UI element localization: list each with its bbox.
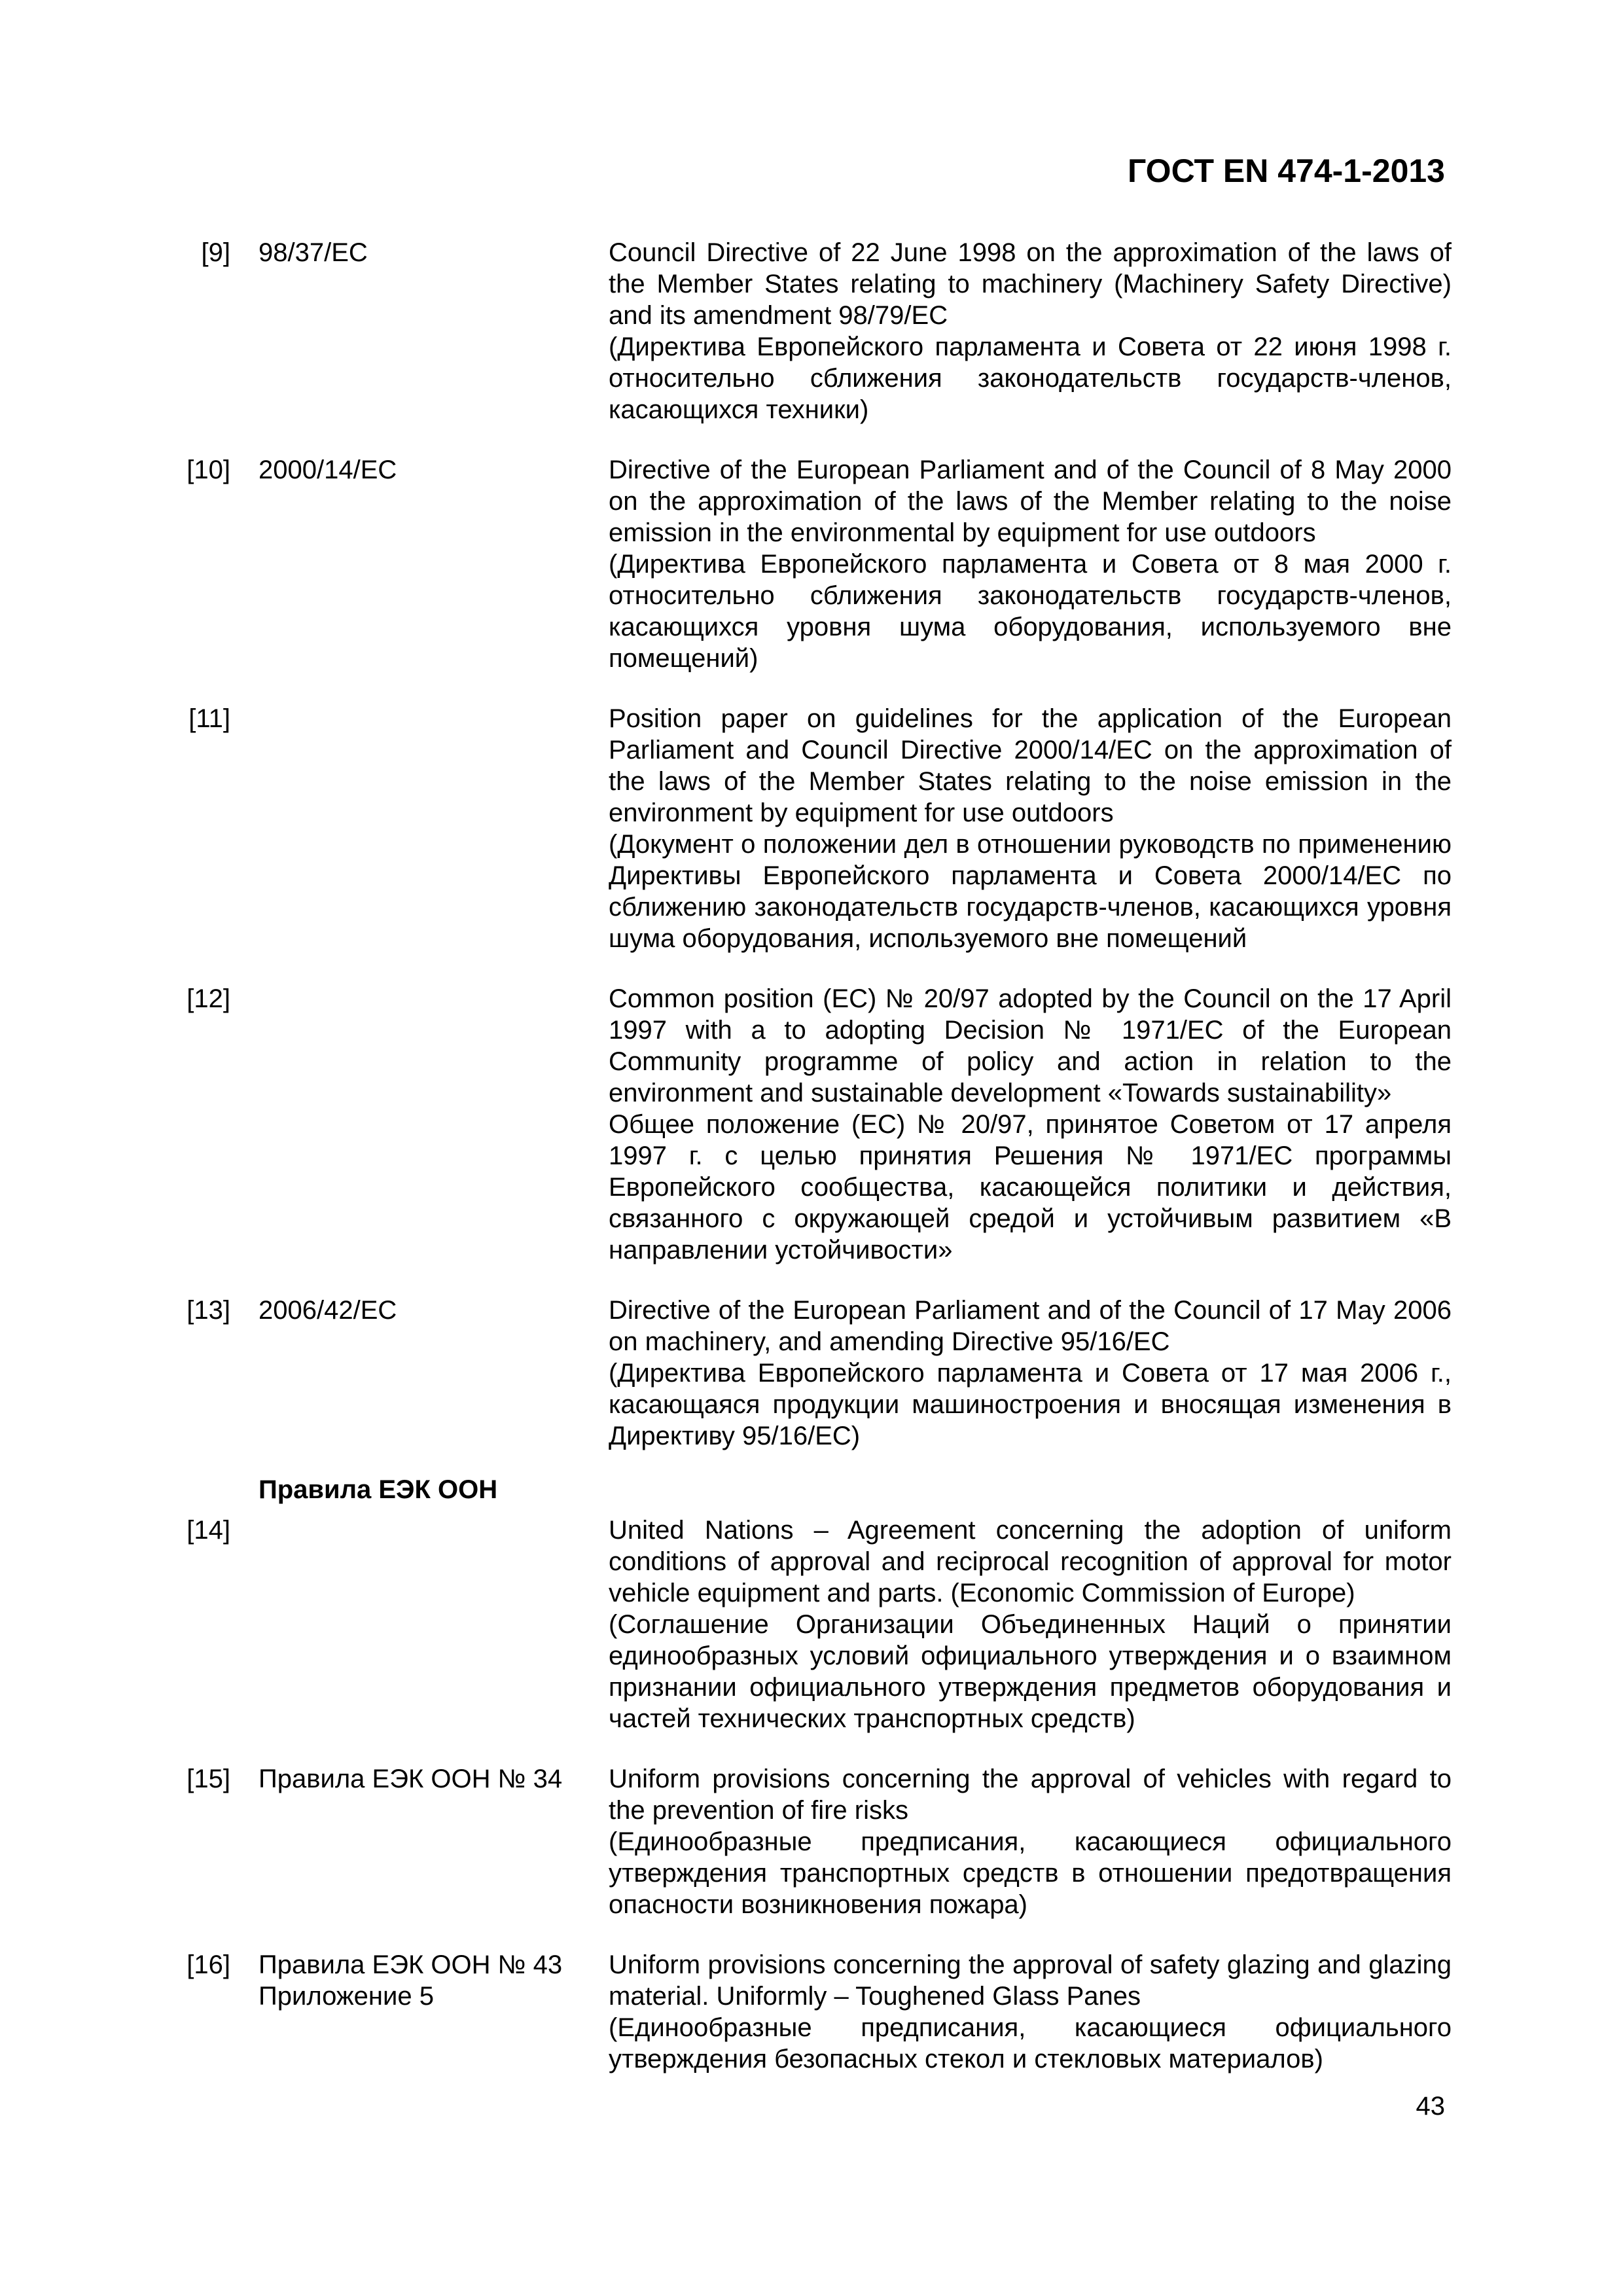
reference-entry-11 <box>0 703 1623 954</box>
reference-list <box>0 237 1623 2104</box>
page-number: 43 <box>1416 2092 1445 2121</box>
reference-entry-16 <box>0 1949 1623 2075</box>
reference-entry-10 <box>0 454 1623 674</box>
reference-description-ru: (Директива Европейского парламента и Совета от 22 июня 1998 г. относительно сближения законодательств государств-членов, касающихся техники) <box>609 332 1452 424</box>
reference-number: [13] <box>187 1296 230 1325</box>
reference-description-en: Uniform provisions concerning the approval of vehicles with regard to the prevention of fire risks <box>609 1765 1452 1825</box>
reference-number: [9] <box>201 238 230 267</box>
reference-code-line-1: Правила ЕЭК ООН № 43 <box>259 1950 563 1979</box>
reference-number: [11] <box>188 704 230 733</box>
reference-entry-12 <box>0 983 1623 1266</box>
document-header: ГОСТ EN 474-1-2013 <box>1128 152 1445 189</box>
reference-description-ru: Общее положение (ЕС) № 20/97, принятое Советом от 17 апреля 1997 г. с целью принятия Решения № 1971/ЕС программы Европейского сообщества, касающейся политики и действия, связанного с окружающей средой и устойчивым развитием «В направлении устойчивости» <box>609 1110 1452 1265</box>
reference-entry-9 <box>0 237 1623 425</box>
reference-description-en: Directive of the European Parliament and of the Council of 17 May 2006 on machinery, and amending Directive 95/16/EC <box>609 1296 1452 1356</box>
section-heading: Правила ЕЭК ООН <box>259 1475 498 1504</box>
reference-description <box>609 1763 1452 1920</box>
reference-description <box>609 1515 1452 1734</box>
reference-description-en: Common position (EC) № 20/97 adopted by the Council on the 17 April 1997 with a to adopting Decision № 1971/EC of the European Community programme of policy and action in relation to the environment and sustainable development «Towards sustainability» <box>609 984 1452 1107</box>
reference-code <box>259 1949 586 2012</box>
reference-code-line-2: Приложение 5 <box>259 1982 434 2011</box>
reference-number: [14] <box>187 1516 230 1545</box>
reference-code: 2006/42/EC <box>259 1296 397 1325</box>
reference-description-en: Directive of the European Parliament and of the Council of 8 May 2000 on the approximation of the laws of the Member relating to the noise emission in the environmental by equipment for use outdoors <box>609 456 1452 547</box>
reference-description-en: United Nations – Agreement concerning the adoption of uniform conditions of approval and reciprocal recognition of approval for motor vehicle equipment and parts. (Economic Commission of Europe) <box>609 1516 1452 1607</box>
reference-entry-13 <box>0 1295 1623 1452</box>
reference-description <box>609 703 1452 954</box>
reference-number: [15] <box>187 1765 230 1793</box>
reference-description-en: Uniform provisions concerning the approval of safety glazing and glazing material. Uniformly – Toughened Glass Panes <box>609 1950 1452 2011</box>
reference-number: [12] <box>187 984 230 1013</box>
reference-description <box>609 983 1452 1266</box>
reference-description <box>609 454 1452 674</box>
reference-description <box>609 1295 1452 1452</box>
reference-description <box>609 237 1452 425</box>
reference-description-ru: (Единообразные предписания, касающиеся официального утверждения безопасных стекол и стекловых материалов) <box>609 2013 1452 2073</box>
reference-description-ru: (Директива Европейского парламента и Совета от 8 мая 2000 г. относительно сближения законодательств государств-членов, касающихся уровня шума оборудования, используемого вне помещений) <box>609 550 1452 673</box>
reference-description-ru: (Директива Европейского парламента и Совета от 17 мая 2006 г., касающаяся продукции машиностроения и вносящая изменения в Директиву 95/16/ЕС) <box>609 1359 1452 1450</box>
reference-code: 2000/14/EC <box>259 456 397 484</box>
reference-number: [16] <box>187 1950 230 1979</box>
reference-description-en: Council Directive of 22 June 1998 on the approximation of the laws of the Member States relating to machinery (Machinery Safety Directive) and its amendment 98/79/EC <box>609 238 1452 330</box>
reference-code: 98/37/EC <box>259 238 368 267</box>
reference-entry-15 <box>0 1763 1623 1920</box>
reference-code: Правила ЕЭК ООН № 34 <box>259 1765 563 1793</box>
reference-description-ru: (Документ о положении дел в отношении руководств по применению Директивы Европейского парламента и Совета 2000/14/EC по сближению законодательств государств-членов, касающихся уровня шума оборудования, используемого вне помещений <box>609 830 1452 953</box>
reference-description-en: Position paper on guidelines for the application of the European Parliament and Council Directive 2000/14/EC on the approximation of the laws of the Member States relating to the noise emission in the environment by equipment for use outdoors <box>609 704 1452 827</box>
reference-entry-14 <box>0 1475 1623 1734</box>
reference-description-ru: (Соглашение Организации Объединенных Наций о принятии единообразных условий официального утверждения и о взаимном признании официального утверждения предметов оборудования и частей технических транспортных средств) <box>609 1610 1452 1733</box>
reference-description-ru: (Единообразные предписания, касающиеся официального утверждения транспортных средств в отношении предотвращения опасности возникновения пожара) <box>609 1827 1452 1919</box>
reference-description <box>609 1949 1452 2075</box>
reference-number: [10] <box>187 456 230 484</box>
